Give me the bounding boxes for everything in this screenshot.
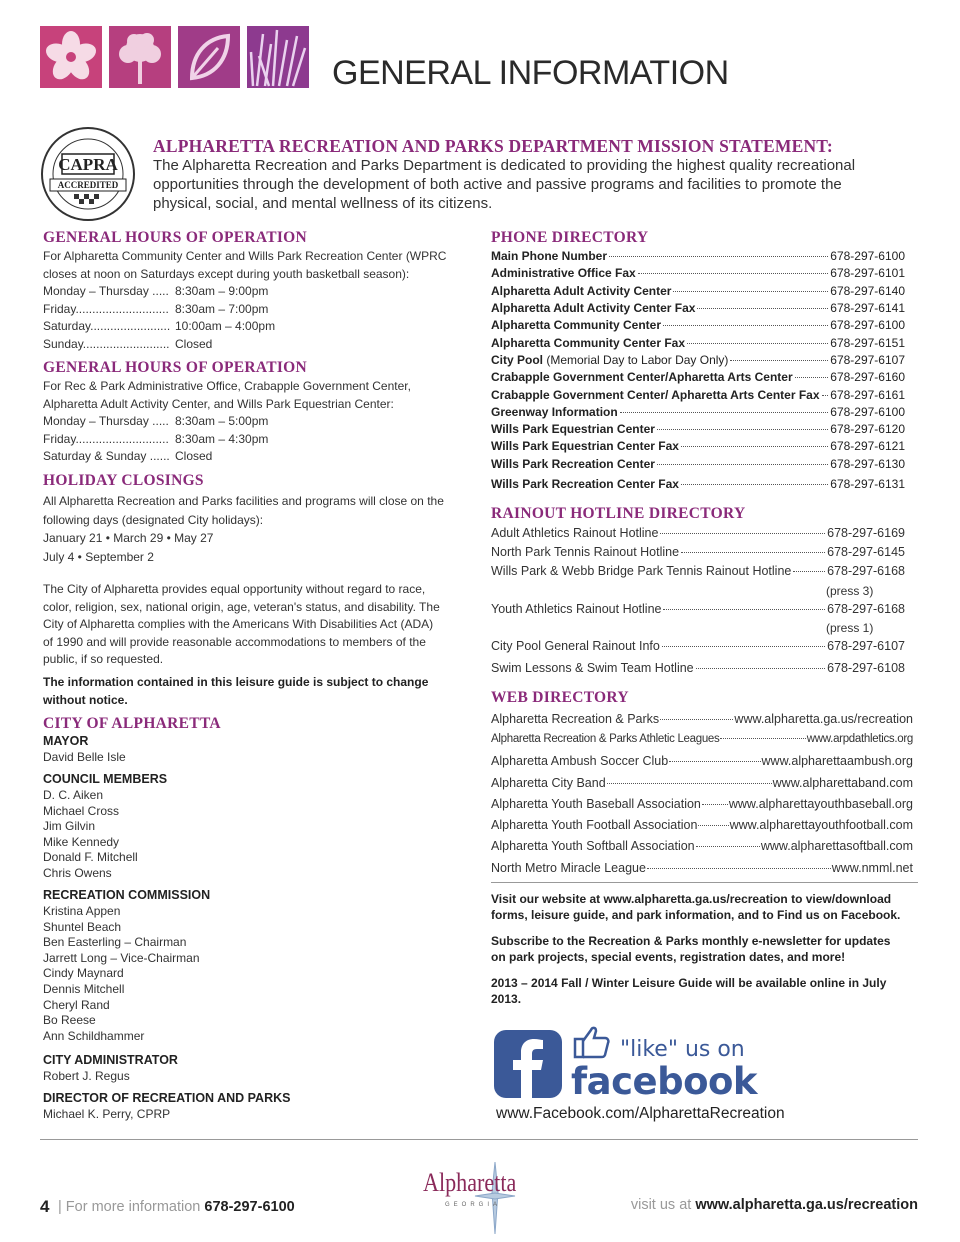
dot-leader bbox=[720, 738, 805, 739]
web-url-link[interactable]: www.alpharettasoftball.com bbox=[760, 839, 913, 853]
mission-text: The Alpharetta Recreation and Parks Department is dedicated to providing the highest quality recreational opportunities through the development of both active and passive programs and facilities to promote the physical, social, and mental wellness of its citizens. bbox=[153, 157, 856, 212]
phone-row-label: Crabapple Government Center/Apharetta Arts Center bbox=[491, 370, 793, 384]
phone-number[interactable]: 678-297-6101 bbox=[830, 266, 905, 280]
phone-row-label: Alpharetta Community Center bbox=[491, 318, 662, 332]
rainout-number[interactable]: 678-297-6108 bbox=[827, 661, 905, 675]
dot-leader bbox=[697, 308, 828, 309]
phone-number[interactable]: 678-297-6141 bbox=[830, 301, 905, 315]
rainout-number[interactable]: 678-297-6169 bbox=[827, 526, 905, 540]
web-url-link[interactable]: www.alpharetta.ga.us/recreation bbox=[734, 712, 913, 726]
rainout-note: (press 1) bbox=[826, 621, 874, 635]
phone-row bbox=[491, 405, 905, 419]
rainout-row bbox=[491, 639, 905, 653]
phone-row bbox=[491, 318, 905, 332]
web-url-link[interactable]: www.arpdathletics.org bbox=[806, 733, 913, 745]
phone-number[interactable]: 678-297-6100 bbox=[830, 249, 905, 263]
dot-leader bbox=[730, 360, 828, 361]
web-row-label: North Metro Miracle League bbox=[491, 861, 646, 875]
web-row-label: Alpharetta City Band bbox=[491, 776, 606, 790]
dot-leader bbox=[822, 395, 829, 396]
phone-number[interactable]: 678-297-6131 bbox=[830, 477, 905, 491]
hours-title-1: GENERAL HOURS OF OPERATION bbox=[43, 229, 308, 246]
holiday-title: HOLIDAY CLOSINGS bbox=[43, 472, 204, 489]
dot-leader bbox=[647, 868, 831, 869]
web-row bbox=[491, 818, 913, 832]
footer-contact: | For more information 678-297-6100 bbox=[58, 1199, 295, 1215]
page-title: GENERAL INFORMATION bbox=[332, 54, 729, 92]
footer-website: visit us at www.alpharetta.ga.us/recreation bbox=[630, 1197, 918, 1213]
tree-icon bbox=[109, 26, 171, 88]
dot-leader bbox=[607, 783, 772, 784]
city-title: CITY OF ALPHARETTA bbox=[43, 715, 221, 732]
phone-number[interactable]: 678-297-6140 bbox=[830, 284, 905, 298]
hours-block-1: For Alpharetta Community Center and Wills Park Recreation Center (WPRC closes at noon on Saturdays except during youth basketball season): Monday – Thursday ..... 8:30am – 9:00pm Friday............................ 8:30am – 7:00pm Saturday........................ 10:00am – 4:00pm Sunday.......................... Closed bbox=[43, 249, 447, 351]
web-url-link[interactable]: www.nmml.net bbox=[831, 861, 913, 875]
phone-row-label: Wills Park Recreation Center Fax bbox=[491, 477, 679, 491]
web-url-link[interactable]: www.alpharettayouthbaseball.org bbox=[728, 797, 913, 811]
phone-row bbox=[491, 439, 905, 453]
rainout-row bbox=[491, 602, 905, 616]
administrator-label: CITY ADMINISTRATOR bbox=[43, 1053, 178, 1067]
phone-row bbox=[491, 249, 905, 263]
mayor-name: David Belle Isle bbox=[43, 750, 126, 764]
dot-leader bbox=[662, 646, 825, 647]
rainout-row-label: Wills Park & Webb Bridge Park Tennis Rainout Hotline bbox=[491, 564, 792, 578]
section-divider bbox=[491, 882, 918, 883]
web-directory-title: WEB DIRECTORY bbox=[491, 689, 629, 706]
visit-website-text: Visit our website at www.alpharetta.ga.us/recreation to view/download forms, leisure guide, and park information, and to Find us on Facebook. bbox=[491, 892, 901, 922]
dot-leader bbox=[702, 804, 728, 805]
mayor-label: MAYOR bbox=[43, 734, 89, 748]
flower-icon bbox=[40, 26, 102, 88]
dot-leader bbox=[638, 273, 829, 274]
leisure-guide-text: 2013 – 2014 Fall / Winter Leisure Guide will be available online in July 2013. bbox=[491, 976, 887, 1006]
dot-leader bbox=[687, 343, 828, 344]
phone-row bbox=[491, 388, 905, 402]
web-row bbox=[491, 839, 913, 853]
facebook-wordmark: facebook bbox=[571, 1060, 758, 1103]
web-row bbox=[491, 776, 913, 790]
phone-number[interactable]: 678-297-6121 bbox=[830, 439, 905, 453]
phone-number[interactable]: 678-297-6151 bbox=[830, 336, 905, 350]
phone-row bbox=[491, 301, 905, 315]
commission-list: Kristina Appen Shuntel Beach Ben Easterling – Chairman Jarrett Long – Vice-Chairman Cindy Maynard Dennis Mitchell Cheryl Rand Bo Reese Ann Schildhammer bbox=[43, 904, 200, 1043]
rainout-number[interactable]: 678-297-6145 bbox=[827, 545, 905, 559]
rainout-number[interactable]: 678-297-6168 bbox=[827, 564, 905, 578]
web-row-label: Alpharetta Ambush Soccer Club bbox=[491, 754, 669, 768]
capra-accreditation-logo bbox=[40, 126, 136, 222]
phone-row-label: Main Phone Number bbox=[491, 249, 608, 263]
phone-row bbox=[491, 284, 905, 298]
phone-number[interactable]: 678-297-6120 bbox=[830, 422, 905, 436]
rainout-row bbox=[491, 661, 905, 675]
phone-row bbox=[491, 477, 905, 491]
grass-icon bbox=[247, 26, 309, 88]
web-row-label: Alpharetta Youth Baseball Association bbox=[491, 797, 701, 811]
rainout-row-label: City Pool General Rainout Info bbox=[491, 639, 660, 653]
dot-leader bbox=[609, 256, 828, 257]
phone-number[interactable]: 678-297-6161 bbox=[830, 388, 905, 402]
phone-number[interactable]: 678-297-6107 bbox=[830, 353, 905, 367]
dot-leader bbox=[663, 325, 828, 326]
phone-row-label: Wills Park Equestrian Center bbox=[491, 422, 655, 436]
phone-row bbox=[491, 370, 905, 384]
dot-leader bbox=[620, 412, 829, 413]
web-url-link[interactable]: www.alpharettaband.com bbox=[772, 776, 913, 790]
svg-text:CAPRA: CAPRA bbox=[58, 155, 118, 174]
phone-row-label: Wills Park Equestrian Center Fax bbox=[491, 439, 679, 453]
notice-text: The information contained in this leisure guide is subject to change without notice. bbox=[43, 675, 429, 707]
rainout-note: (press 3) bbox=[826, 584, 874, 598]
footer-phone: 678-297-6100 bbox=[204, 1199, 295, 1215]
web-row bbox=[491, 733, 913, 745]
holiday-text: All Alpharetta Recreation and Parks facilities and programs will close on the following days (designated City holidays): January 21 • March 29 • May 27 July 4 • September 2 bbox=[43, 494, 444, 564]
phone-row bbox=[491, 422, 905, 436]
web-url-link[interactable]: www.alpharettaambush.org bbox=[761, 754, 913, 768]
hours-title-2: GENERAL HOURS OF OPERATION bbox=[43, 359, 308, 376]
phone-row-label: Greenway Information bbox=[491, 405, 618, 419]
web-row bbox=[491, 712, 913, 726]
dot-leader bbox=[696, 846, 760, 847]
rainout-number[interactable]: 678-297-6168 bbox=[827, 602, 905, 616]
council-label: COUNCIL MEMBERS bbox=[43, 772, 168, 786]
dot-leader bbox=[698, 825, 728, 826]
phone-row bbox=[491, 336, 905, 350]
phone-number[interactable]: 678-297-6160 bbox=[830, 370, 905, 384]
web-row-label: Alpharetta Youth Football Association bbox=[491, 818, 698, 832]
dot-leader bbox=[663, 609, 825, 610]
phone-number[interactable]: 678-297-6130 bbox=[830, 457, 905, 471]
rainout-row bbox=[491, 526, 905, 540]
rainout-row-label: Swim Lessons & Swim Team Hotline bbox=[491, 661, 694, 675]
phone-row-label: Alpharetta Adult Activity Center bbox=[491, 284, 672, 298]
like-us-text: "like" us on bbox=[620, 1037, 745, 1062]
footer-divider bbox=[40, 1139, 918, 1140]
phone-row-label: Alpharetta Community Center Fax bbox=[491, 336, 686, 350]
phone-row bbox=[491, 457, 905, 471]
dot-leader bbox=[696, 668, 826, 669]
rainout-row bbox=[491, 564, 905, 578]
phone-row-label: City Pool bbox=[491, 353, 544, 367]
rainout-row-label: Adult Athletics Rainout Hotline bbox=[491, 526, 659, 540]
footer-url-link[interactable]: www.alpharetta.ga.us/recreation bbox=[695, 1197, 918, 1213]
phone-row-label: Administrative Office Fax bbox=[491, 266, 636, 280]
dot-leader bbox=[681, 484, 828, 485]
dot-leader bbox=[657, 464, 828, 465]
phone-row bbox=[491, 353, 905, 367]
phone-row-note: (Memorial Day to Labor Day Only) bbox=[543, 353, 729, 367]
rainout-row-label: North Park Tennis Rainout Hotline bbox=[491, 545, 680, 559]
dot-leader bbox=[681, 552, 825, 553]
web-row-label: Alpharetta Recreation & Parks bbox=[491, 712, 660, 726]
rainout-directory-title: RAINOUT HOTLINE DIRECTORY bbox=[491, 505, 746, 522]
rainout-number[interactable]: 678-297-6107 bbox=[827, 639, 905, 653]
phone-number[interactable]: 678-297-6100 bbox=[830, 318, 905, 332]
rainout-row-label: Youth Athletics Rainout Hotline bbox=[491, 602, 662, 616]
dot-leader bbox=[681, 446, 828, 447]
dot-leader bbox=[669, 761, 760, 762]
commission-label: RECREATION COMMISSION bbox=[43, 888, 211, 902]
director-label: DIRECTOR OF RECREATION AND PARKS bbox=[43, 1091, 291, 1105]
web-url-link[interactable]: www.alpharettayouthfootball.com bbox=[729, 818, 913, 832]
web-row bbox=[491, 754, 913, 768]
web-row-label: Alpharetta Recreation & Parks Athletic Leagues bbox=[491, 733, 720, 745]
phone-row-label: Wills Park Recreation Center bbox=[491, 457, 655, 471]
dot-leader bbox=[793, 571, 825, 572]
web-row-label: Alpharetta Youth Softball Association bbox=[491, 839, 695, 853]
web-row bbox=[491, 797, 913, 811]
leaf-icon bbox=[178, 26, 240, 88]
dot-leader bbox=[660, 533, 825, 534]
page-number: 4 bbox=[40, 1197, 50, 1216]
phone-row bbox=[491, 266, 905, 280]
thumbs-up-icon bbox=[573, 1024, 611, 1060]
hours-block-2: For Rec & Park Administrative Office, Crabapple Government Center, Alpharetta Adult Activity Center, and Wills Park Equestrian Center: Monday – Thursday ..... 8:30am – 5:00pm Friday............................ 8:30am – 4:30pm Saturday & Sunday ...... Closed bbox=[43, 379, 411, 463]
dot-leader bbox=[660, 719, 733, 720]
phone-row-label: Crabapple Government Center/ Apharetta Arts Center Fax bbox=[491, 388, 820, 402]
mission-title: ALPHARETTA RECREATION AND PARKS DEPARTMENT MISSION STATEMENT: bbox=[153, 136, 833, 156]
newsletter-text: Subscribe to the Recreation & Parks monthly e-newsletter for updates on park projects, special events, registration dates, and more! bbox=[491, 934, 891, 964]
facebook-url-link[interactable]: www.Facebook.com/AlpharettaRecreation bbox=[496, 1105, 785, 1122]
dot-leader bbox=[795, 377, 829, 378]
phone-number[interactable]: 678-297-6100 bbox=[830, 405, 905, 419]
council-list: D. C. Aiken Michael Cross Jim Gilvin Mike Kennedy Donald F. Mitchell Chris Owens bbox=[43, 788, 138, 880]
svg-text:ACCREDITED: ACCREDITED bbox=[57, 180, 119, 190]
equal-opportunity-text: The City of Alpharetta provides equal opportunity without regard to race, color, religion, sex, national origin, age, veteran's status, and disability. The City of Alpharetta complies with the Americans With Disabilities Act (ADA) of 1990 and will provide reasonable accommodations to members of the public, if so requested. bbox=[43, 582, 440, 666]
phone-directory-title: PHONE DIRECTORY bbox=[491, 229, 649, 246]
phone-row-label: Alpharetta Adult Activity Center Fax bbox=[491, 301, 696, 315]
dot-leader bbox=[657, 429, 828, 430]
dot-leader bbox=[673, 291, 828, 292]
director-name: Michael K. Perry, CPRP bbox=[43, 1107, 171, 1121]
alpharetta-logo: Alpharetta GEORGIA bbox=[415, 1152, 535, 1237]
facebook-icon[interactable] bbox=[494, 1030, 562, 1098]
web-row bbox=[491, 861, 913, 875]
administrator-name: Robert J. Regus bbox=[43, 1069, 130, 1083]
rainout-row bbox=[491, 545, 905, 559]
